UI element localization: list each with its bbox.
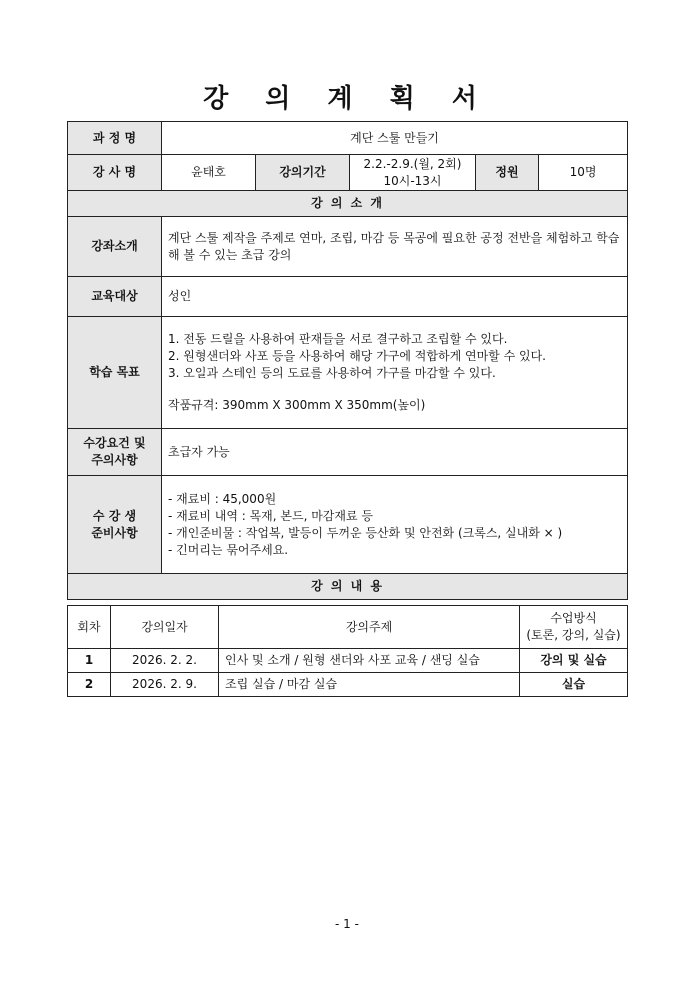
row-topic: 인사 및 소개 / 원형 샌더와 사포 교육 / 샌딩 실습 xyxy=(219,649,520,673)
product-spec: 작품규격: 390mm X 300mm X 350mm(높이) xyxy=(168,398,426,412)
capacity-label: 정원 xyxy=(476,155,539,191)
intro-line-2: 해 볼 수 있는 초급 강의 xyxy=(168,247,292,262)
goal-item-1: 1. 전동 드릴을 사용하여 판재들을 서로 결구하고 조립할 수 있다. xyxy=(168,332,508,346)
schedule-header-no: 회차 xyxy=(68,606,111,649)
period-time: 10시-13시 xyxy=(383,173,442,188)
capacity-value: 10명 xyxy=(539,155,628,191)
document-title: 강 의 계 획 서 xyxy=(203,84,491,114)
schedule-header-date: 강의일자 xyxy=(111,606,219,649)
prep-label-1: 수 강 생 xyxy=(92,508,137,523)
instructor-label: 강 사 명 xyxy=(68,155,162,191)
requirements-label-1: 수강요건 및 xyxy=(83,436,146,450)
goal-item-3: 3. 오일과 스테인 등의 도료를 사용하여 가구를 마감할 수 있다. xyxy=(168,366,496,380)
goal-item-2: 2. 원형샌더와 사포 등을 사용하여 해당 가구에 적합하게 연마할 수 있다. xyxy=(168,349,546,363)
content-section-header: 강 의 내 용 xyxy=(68,574,628,600)
method-header-1: 수업방식 xyxy=(550,611,597,625)
table-row xyxy=(68,673,628,697)
target-label: 교육대상 xyxy=(68,277,162,317)
requirements-label xyxy=(68,429,162,476)
row-topic: 조립 실습 / 마감 실습 xyxy=(219,673,520,697)
period-dates: 2.2.-2.9.(월, 2회) xyxy=(363,156,462,171)
row-date: 2026. 2. 9. xyxy=(111,673,219,697)
prep-label-2: 준비사항 xyxy=(91,525,138,540)
intro-line-1: 계단 스툴 제작을 주제로 연마, 조립, 마감 등 목공에 필요한 공정 전반을 체험하고 학습 xyxy=(168,230,620,245)
row-no: 2 xyxy=(68,673,111,697)
target-value: 성인 xyxy=(162,277,628,317)
goals-list xyxy=(162,317,628,429)
period-value xyxy=(350,155,476,191)
schedule-header-method xyxy=(520,606,628,649)
instructor-name: 윤태호 xyxy=(162,155,256,191)
prep-item-4: - 긴머리는 묶어주세요. xyxy=(168,542,289,557)
requirements-label-2: 주의사항 xyxy=(91,453,138,467)
course-name: 계단 스툴 만들기 xyxy=(162,122,628,155)
row-method: 실습 xyxy=(520,673,628,697)
method-header-2: (토론, 강의, 실습) xyxy=(526,628,621,642)
intro-section-header: 강 의 소 개 xyxy=(68,191,628,217)
course-label: 과 정 명 xyxy=(68,122,162,155)
row-no: 1 xyxy=(68,649,111,673)
prep-item-2: - 재료비 내역 : 목재, 본드, 마감재료 등 xyxy=(168,508,373,523)
prep-list xyxy=(162,476,628,574)
schedule-header-topic: 강의주제 xyxy=(219,606,520,649)
table-row xyxy=(68,649,628,673)
course-info-table xyxy=(67,121,628,600)
intro-text xyxy=(162,217,628,277)
prep-label xyxy=(68,476,162,574)
prep-item-1: - 재료비 : 45,000원 xyxy=(168,491,277,506)
prep-item-3: - 개인준비물 : 작업복, 발등이 두꺼운 등산화 및 안전화 (크록스, 실내화 × ) xyxy=(168,525,563,540)
row-date: 2026. 2. 2. xyxy=(111,649,219,673)
goals-label: 학습 목표 xyxy=(68,317,162,429)
page-number: - 1 - xyxy=(335,917,359,931)
requirements-value: 초급자 가능 xyxy=(162,429,628,476)
intro-label: 강좌소개 xyxy=(68,217,162,277)
row-method: 강의 및 실습 xyxy=(520,649,628,673)
period-label: 강의기간 xyxy=(256,155,350,191)
schedule-table xyxy=(67,605,628,697)
